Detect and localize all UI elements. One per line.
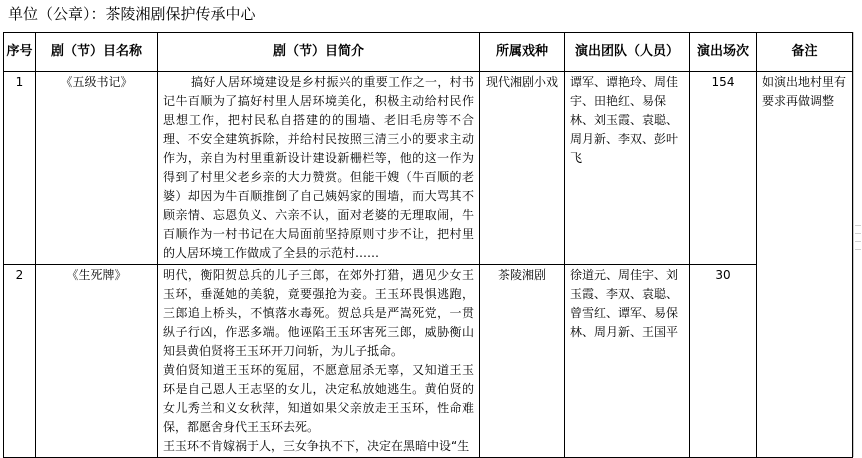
margin-mark xyxy=(855,249,861,250)
intro-paragraph: 黄伯贤知道王玉环的冤屈，不愿意屈杀无辜，又知道王玉环是自己恩人王志坚的女儿，决定私放她逃生。黄伯贤的女儿秀兰和义女秋萍，知道如果父亲放走王玉环，性命难保，都愿舍身代王玉环去死。 xyxy=(163,363,474,434)
intro-paragraph: 搞好人居环境建设是乡村振兴的重要工作之一，村书记牛百顺为了搞好村里人居环境美化，积极主动给村民作思想工作，把村民私自搭建的的围墙、老旧毛房等不合理、不安全建筑拆除，并给村民按照三清三小的要求主动作为，亲自为村里重新设计建设新栅栏等，他的这一作为得到了村里父老乡亲的大力赞赏。但能干嫂（牛百顺的老婆）却因为牛百顺推倒了自己姨妈家的围墙，而大骂其不顾亲情、忘恩负义、六亲不认，面对老婆的无理取闹，牛百顺作为一村书记在大局面前坚持原则寸步不让，把村里的人居环境工作做成了全县的示范村…… xyxy=(163,75,474,260)
header-seq: 序号 xyxy=(4,33,36,72)
unit-title: 单位（公章）：茶陵湘剧保护传承中心 xyxy=(8,5,256,23)
header-shows: 演出场次 xyxy=(690,33,757,72)
row-seq: 2 xyxy=(4,265,36,458)
margin-mark xyxy=(855,233,861,234)
header-remark: 备注 xyxy=(757,33,853,72)
row-intro xyxy=(158,265,480,458)
row-shows: 154 xyxy=(690,72,757,265)
margin-mark xyxy=(855,225,861,226)
table-row xyxy=(4,72,853,265)
row-seq: 1 xyxy=(4,72,36,265)
row-shows: 30 xyxy=(690,265,757,458)
row-genre: 现代湘剧小戏 xyxy=(480,72,565,265)
row-team: 徐道元、周佳宇、刘玉霞、李双、袁聪、曾雪红、谭军、易保林、周月新、王国平 xyxy=(565,265,690,458)
page-margin xyxy=(853,32,862,457)
intro-paragraph: 王玉环不肯嫁祸于人，三女争执不下，决定在黑暗中设“生 xyxy=(163,439,470,453)
row-remark: 如演出地村里有要求再做调整 xyxy=(757,72,853,458)
header-name: 剧（节）目名称 xyxy=(36,33,158,72)
header-row xyxy=(4,33,853,72)
row-team: 谭军、谭艳玲、周佳宇、田艳红、易保林、刘玉霞、袁聪、周月新、李双、彭叶飞 xyxy=(565,72,690,265)
margin-mark xyxy=(855,241,861,242)
intro-paragraph: 明代，衡阳贺总兵的儿子三郎，在郊外打猎，遇见少女王玉环，垂涎她的美貌，竟要强抢为妾。王玉环畏惧逃跑，三郎追上桥头，不慎落水毒死。贺总兵是严嵩死党，一贯纵子行凶，作恶多端。他诬陷王玉环害死三郎，威胁衡山知县黄伯贤将王玉环开刀问斩，为儿子抵命。 xyxy=(163,268,474,358)
program-table xyxy=(3,32,853,458)
header-team: 演出团队（人员） xyxy=(565,33,690,72)
header-genre: 所属戏种 xyxy=(480,33,565,72)
row-name: 《生死牌》 xyxy=(36,265,158,458)
row-intro xyxy=(158,72,480,265)
row-name: 《五级书记》 xyxy=(36,72,158,265)
header-intro: 剧（节）目简介 xyxy=(158,33,480,72)
row-genre: 茶陵湘剧 xyxy=(480,265,565,458)
table-row xyxy=(4,265,853,458)
